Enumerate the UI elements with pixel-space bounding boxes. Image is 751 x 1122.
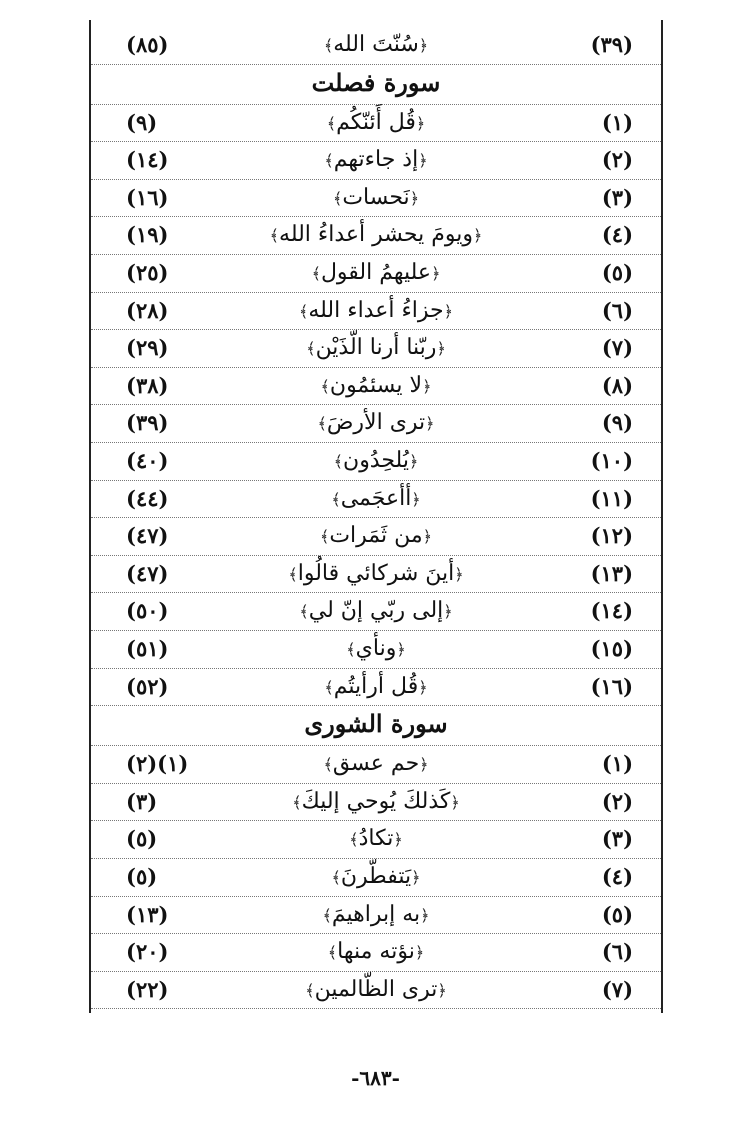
ornate-bracket-close: ﴾ [322,905,332,925]
quran-phrase [346,636,405,663]
verse-reference: (٩) [126,109,158,135]
phrase-text: عليهمُ القول [320,260,432,285]
index-row [91,141,661,180]
quran-phrase [299,298,453,325]
entry-number: (٩) [601,410,633,436]
entry-number: (١٠) [590,448,633,473]
index-row [91,668,661,707]
ornate-bracket-open: ﴿ [425,414,435,434]
entry-number: (٣) [601,826,633,852]
quran-phrase [324,32,428,59]
index-row [91,933,661,972]
phrase-text: به إبراهيمَ [331,901,421,927]
ornate-bracket-open: ﴿ [422,527,433,547]
entry-number: (٧) [601,335,633,361]
entry-number: (١٤) [590,598,633,624]
entry-number: (١) [601,109,633,135]
verse-reference: (١٩) [126,222,169,248]
quran-phrase [333,185,419,212]
entry-number: (٣٩) [590,32,633,57]
index-row [91,517,661,556]
ornate-bracket-open: ﴿ [431,264,441,283]
quran-phrase [324,674,427,701]
ornate-bracket-close: ﴾ [323,755,333,775]
verse-reference: (٤٤) [126,485,169,511]
index-row [91,858,661,897]
quran-phrase [312,260,441,287]
ornate-bracket-open: ﴿ [443,301,454,321]
page-number: -٦٨٣- [351,1066,400,1090]
verse-reference: (٣٨) [126,372,169,398]
entry-number: (٨) [601,372,633,398]
quran-phrase [299,598,452,625]
surah-heading [91,64,661,105]
quran-phrase [331,486,420,513]
index-row [91,26,661,65]
ornate-bracket-close: ﴾ [331,868,341,887]
entry-number: (٢) [601,147,633,173]
ornate-bracket-close: ﴾ [319,527,330,547]
phrase-text: أأعجَمى [340,485,412,511]
index-row [91,971,661,1010]
phrase-text: ترى الظّالمين [314,976,438,1002]
ornate-bracket-close: ﴾ [349,830,359,850]
ornate-bracket-open: ﴿ [393,830,403,850]
quran-phrase [320,523,432,550]
verse-reference: (٤٧) [126,560,169,586]
entry-number: (٧) [601,976,633,1002]
ornate-bracket-close: ﴾ [292,792,302,812]
ornate-bracket-open: ﴿ [411,489,421,509]
ornate-bracket-open: ﴿ [409,188,420,208]
ornate-bracket-close: ﴾ [305,980,315,1000]
quran-phrase [323,751,428,778]
ornate-bracket-close: ﴾ [346,640,356,659]
index-row [91,783,661,822]
index-row [91,592,661,631]
phrase-text: ترى الأرضَ [326,410,426,436]
phrase-text: يَتفطّرنَ [340,864,412,889]
verse-reference: (٢٥) [126,260,169,285]
verse-reference: (١)(٢) [126,751,189,777]
phrase-text: ويومَ يحشر أعداءُ الله [279,222,473,248]
ornate-bracket-open: ﴿ [419,755,429,775]
ornate-bracket-open: ﴿ [420,905,430,925]
phrase-text: ونأي [355,636,397,661]
phrase-text: إذ جاءتهم [333,147,419,173]
ornate-bracket-open: ﴿ [436,339,446,359]
verse-reference: (٢٢) [126,976,169,1002]
quran-phrase [327,110,426,137]
ornate-bracket-close: ﴾ [269,226,280,246]
quran-phrase [332,864,421,891]
index-row [91,555,661,594]
index-table [89,20,663,1013]
phrase-text: قُل أرأيتُم [333,673,419,699]
ornate-bracket-close: ﴾ [331,489,341,509]
index-row [91,745,661,784]
entry-number: (١٣) [590,560,633,586]
index-row [91,216,661,255]
ornate-bracket-close: ﴾ [332,188,343,208]
ornate-bracket-close: ﴾ [324,151,334,171]
index-row [91,292,661,331]
phrase-text: تكادُ [358,826,394,852]
entry-number: (١٦) [590,673,633,699]
phrase-text: لا يسئمُون [329,372,423,398]
verse-reference: (٢٩) [126,335,169,361]
quran-phrase [288,561,463,588]
quran-phrase [324,147,427,174]
quran-phrase [305,977,447,1004]
verse-reference: (٣٩) [126,410,169,436]
ornate-bracket-close: ﴾ [333,452,344,471]
ornate-bracket-open: ﴿ [414,943,425,963]
entry-number: (٤) [601,864,633,889]
verse-reference: (٥٠) [126,598,169,624]
verse-reference: (١٤) [126,147,169,173]
phrase-text: إلى ربّي إنّ لي [308,598,444,624]
phrase-text: يُلحِدُون [343,448,409,473]
index-row [91,104,661,143]
entry-number: (٥) [601,901,633,927]
entry-number: (٦) [601,297,633,323]
entry-number: (١) [601,751,633,777]
phrase-text: ربّنا أرنا الّذَيْن [315,335,437,361]
index-row [91,329,661,368]
phrase-text: حم عسق [332,751,420,777]
ornate-bracket-close: ﴾ [320,376,330,396]
verse-reference: (١٣) [126,901,169,927]
ornate-bracket-open: ﴿ [396,640,406,659]
phrase-text: قُل أَئنّكُم [336,109,416,135]
index-row [91,254,661,293]
phrase-text: سُنّتَ الله [333,32,419,57]
verse-reference: (٤٠) [126,448,169,473]
quran-phrase [306,335,446,362]
ornate-bracket-open: ﴿ [418,151,428,171]
phrase-text: من ثَمَرات [329,523,423,549]
quran-phrase [349,826,403,853]
surah-heading [91,705,661,746]
index-row [91,480,661,519]
phrase-text: نؤته منها [337,939,415,965]
verse-reference: (١٦) [126,184,169,210]
verse-reference: (٢٨) [126,297,169,323]
ornate-bracket-close: ﴾ [327,943,338,963]
verse-reference: (٥٢) [126,673,169,699]
ornate-bracket-open: ﴿ [422,376,432,396]
verse-reference: (٥) [126,864,158,889]
ornate-bracket-close: ﴾ [298,301,309,321]
index-row [91,896,661,935]
verse-reference: (٥) [126,826,158,852]
verse-reference: (٤٧) [126,523,169,549]
ornate-bracket-open: ﴿ [472,226,483,246]
ornate-bracket-open: ﴿ [443,602,453,622]
ornate-bracket-close: ﴾ [326,113,337,133]
ornate-bracket-close: ﴾ [288,564,298,584]
entry-number: (١١) [590,485,633,511]
quran-phrase [322,902,429,929]
index-row [91,820,661,859]
quran-phrase [334,448,419,475]
ornate-bracket-close: ﴾ [317,414,327,434]
ornate-bracket-close: ﴾ [323,36,334,55]
quran-phrase [317,410,434,437]
quran-phrase [292,789,459,816]
verse-reference: (٨٥) [126,32,169,57]
ornate-bracket-open: ﴿ [408,452,419,471]
ornate-bracket-open: ﴿ [418,677,428,697]
entry-number: (١٢) [590,523,633,549]
ornate-bracket-close: ﴾ [324,677,334,697]
index-row [91,404,661,443]
verse-reference: (٣) [126,788,158,814]
quran-phrase [321,373,432,400]
ornate-bracket-open: ﴿ [415,113,426,133]
ornate-bracket-open: ﴿ [437,980,447,1000]
ornate-bracket-close: ﴾ [306,339,316,359]
verse-reference: (٢٠) [126,939,169,965]
phrase-text: أينَ شركائي قالُوا [297,560,455,586]
index-row [91,179,661,218]
phrase-text: نَحسات [342,184,410,210]
entry-number: (٣) [601,184,633,210]
quran-phrase [270,222,483,249]
phrase-text: جزاءُ أعداء الله [308,297,444,323]
ornate-bracket-open: ﴿ [411,868,421,887]
index-row [91,367,661,406]
ornate-bracket-open: ﴿ [418,36,429,55]
verse-reference: (٥١) [126,636,169,661]
entry-number: (١٥) [590,636,633,661]
entry-number: (٥) [601,260,633,285]
ornate-bracket-close: ﴾ [311,264,321,283]
entry-number: (٢) [601,788,633,814]
index-row [91,630,661,669]
phrase-text: كَذلكَ يُوحي إليكَ [301,788,451,814]
ornate-bracket-close: ﴾ [299,602,309,622]
ornate-bracket-open: ﴿ [450,792,460,812]
index-row [91,442,661,481]
surah-title: سورة فصلت [311,67,441,97]
entry-number: (٦) [601,939,633,965]
ornate-bracket-open: ﴿ [454,564,464,584]
entry-number: (٤) [601,222,633,248]
surah-title: سورة الشورى [304,709,448,739]
quran-phrase [328,939,424,966]
